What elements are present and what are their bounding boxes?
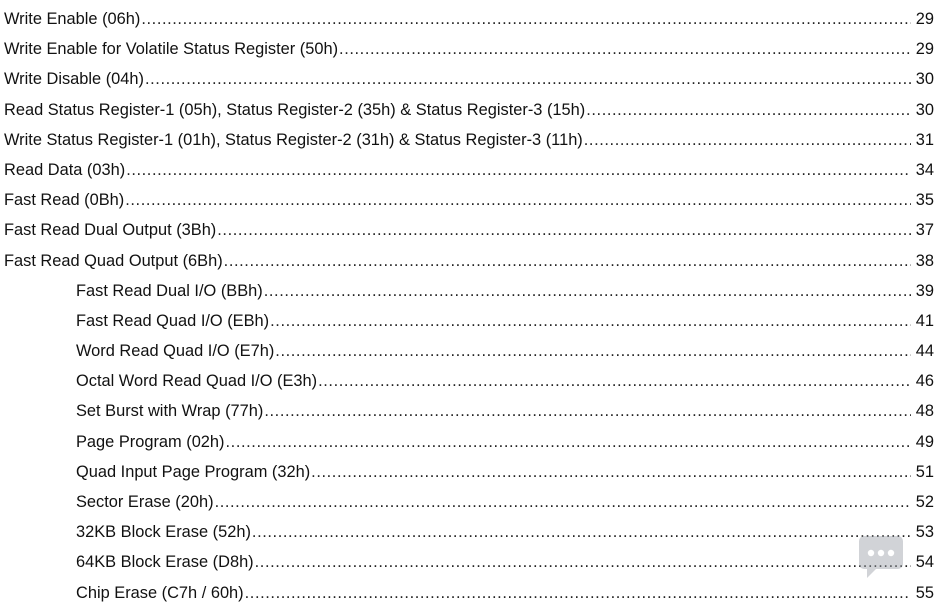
toc-entry-page: 49	[915, 432, 934, 451]
toc-entry-title: Octal Word Read Quad I/O (E3h)	[76, 372, 318, 391]
toc-dot-leader	[125, 185, 911, 215]
toc-entry[interactable]	[0, 64, 934, 94]
toc-entry[interactable]	[0, 155, 934, 185]
toc-dot-leader	[141, 4, 911, 34]
toc-entry-title: Fast Read Quad Output (6Bh)	[4, 251, 223, 270]
toc-entry-page: 41	[915, 311, 934, 330]
toc-entry[interactable]	[0, 246, 934, 276]
toc-dot-leader	[255, 547, 911, 577]
toc-entry-title: Sector Erase (20h)	[76, 493, 214, 511]
toc-entry-page: 44	[915, 342, 934, 361]
toc-dot-leader	[245, 578, 911, 608]
toc-entry-title: Fast Read (0Bh)	[4, 191, 125, 210]
toc-dot-leader	[215, 487, 911, 517]
toc-entry-title: Read Status Register-1 (05h), Status Register-2 (35h) & Status Register-3 (15h)	[4, 100, 586, 119]
toc-entry[interactable]	[0, 366, 934, 396]
toc-entry[interactable]	[0, 215, 934, 245]
toc-dot-leader	[126, 155, 911, 185]
toc-entry[interactable]	[0, 4, 934, 34]
toc-entry[interactable]	[0, 336, 934, 366]
toc-entry[interactable]	[0, 578, 934, 608]
chat-bubble-icon	[858, 534, 904, 584]
toc-entry-page: 35	[915, 191, 934, 210]
toc-entry-page: 34	[915, 160, 934, 179]
toc-entry-page: 37	[915, 221, 934, 240]
toc-dot-leader	[224, 246, 911, 276]
toc-entry-title: Page Program (02h)	[76, 432, 225, 451]
toc-entry[interactable]	[0, 34, 934, 64]
toc-entry-page: 29	[915, 10, 934, 28]
toc-dot-leader	[264, 276, 911, 306]
toc-entry-page: 39	[915, 281, 934, 300]
toc-dot-leader	[145, 64, 911, 94]
toc-entry-title: Write Disable (04h)	[4, 70, 144, 89]
toc-dot-leader	[586, 95, 911, 125]
toc-dot-leader	[264, 396, 911, 426]
table-of-contents	[0, 4, 934, 608]
toc-entry-page: 55	[915, 583, 934, 602]
toc-entry-page: 52	[915, 493, 934, 511]
toc-entry-page: 31	[915, 130, 934, 149]
toc-entry-title: Set Burst with Wrap (77h)	[76, 402, 264, 421]
toc-entry[interactable]	[0, 517, 934, 547]
toc-entry-page: 48	[915, 402, 934, 421]
toc-entry-title: 64KB Block Erase (D8h)	[76, 553, 254, 572]
toc-entry-page: 38	[915, 251, 934, 270]
toc-entry-title: Write Enable (06h)	[4, 10, 141, 28]
toc-entry-title: Read Data (03h)	[4, 160, 126, 179]
toc-dot-leader	[275, 336, 911, 366]
toc-entry[interactable]	[0, 125, 934, 155]
toc-entry[interactable]	[0, 487, 934, 517]
toc-entry[interactable]	[0, 276, 934, 306]
toc-entry-title: 32KB Block Erase (52h)	[76, 523, 251, 542]
toc-entry-title: Quad Input Page Program (32h)	[76, 462, 311, 481]
toc-dot-leader	[270, 306, 911, 336]
toc-entry-title: Fast Read Dual I/O (BBh)	[76, 281, 263, 300]
toc-entry[interactable]	[0, 547, 934, 577]
toc-dot-leader	[339, 34, 911, 64]
toc-entry-title: Fast Read Quad I/O (EBh)	[76, 311, 270, 330]
toc-entry[interactable]	[0, 95, 934, 125]
toc-entry[interactable]	[0, 185, 934, 215]
toc-dot-leader	[252, 517, 911, 547]
toc-entry-page: 53	[915, 523, 934, 542]
toc-entry-title: Write Enable for Volatile Status Register (50h)	[4, 40, 339, 59]
toc-entry[interactable]	[0, 457, 934, 487]
toc-entry-page: 54	[915, 553, 934, 572]
toc-entry-page: 46	[915, 372, 934, 391]
toc-dot-leader	[311, 457, 911, 487]
toc-entry-page: 30	[915, 70, 934, 89]
toc-entry-title: Fast Read Dual Output (3Bh)	[4, 221, 217, 240]
toc-dot-leader	[318, 366, 911, 396]
toc-entry[interactable]	[0, 427, 934, 457]
toc-dot-leader	[217, 215, 911, 245]
toc-entry-page: 51	[915, 462, 934, 481]
toc-entry-page: 30	[915, 100, 934, 119]
toc-entry-title: Chip Erase (C7h / 60h)	[76, 583, 244, 602]
toc-entry[interactable]	[0, 396, 934, 426]
toc-entry-title: Write Status Register-1 (01h), Status Register-2 (31h) & Status Register-3 (11h)	[4, 130, 583, 149]
toc-dot-leader	[226, 427, 911, 457]
toc-entry[interactable]	[0, 306, 934, 336]
toc-dot-leader	[584, 125, 911, 155]
toc-entry-page: 29	[915, 40, 934, 59]
toc-entry-title: Word Read Quad I/O (E7h)	[76, 342, 275, 361]
